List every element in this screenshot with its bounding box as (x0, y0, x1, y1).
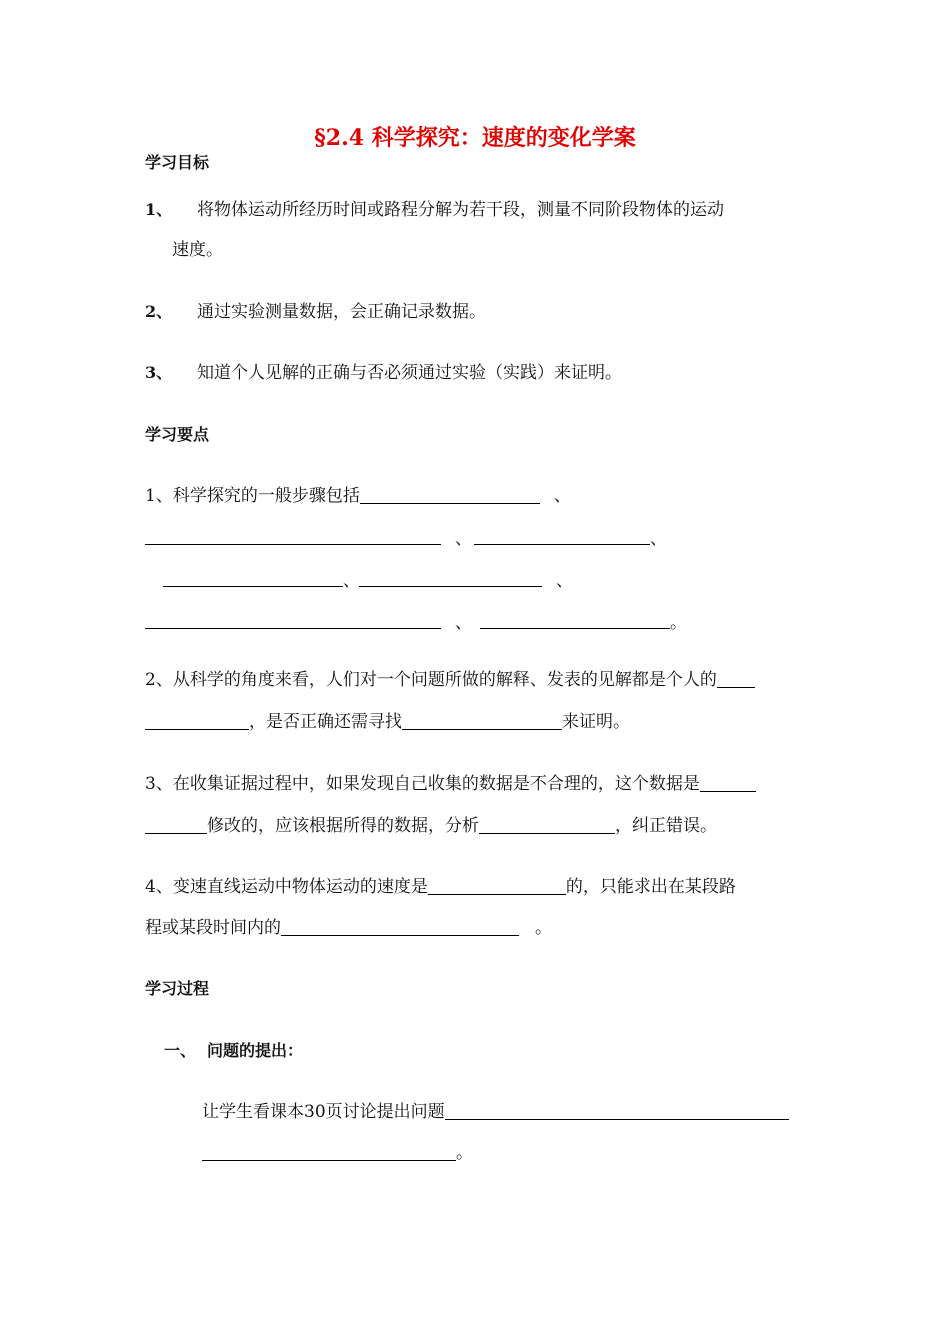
objective-number-2: 2、 (145, 302, 173, 321)
fill-blank[interactable] (202, 1144, 456, 1161)
process-heading: 学习过程 (145, 979, 210, 998)
fill-blank[interactable] (281, 919, 519, 936)
keypoint-2-tail: 来证明。 (562, 712, 630, 732)
keypoint-3-row-2 (145, 815, 717, 837)
separator: 、 (343, 571, 360, 591)
period: 。 (670, 613, 687, 633)
fill-blank[interactable] (360, 487, 540, 504)
fill-blank[interactable] (717, 671, 755, 688)
keypoint-4-lead-2: 程或某段时间内的 (145, 918, 281, 938)
keypoint-3-tail: ，纠正错误。 (615, 816, 717, 836)
fill-blank[interactable] (145, 544, 441, 545)
keypoint-4-row-1 (145, 876, 736, 898)
keypoint-3-lead: 3、在收集证据过程中，如果发现自己收集的数据是不合理的，这个数据是 (145, 774, 700, 794)
separator: 、 (553, 486, 571, 506)
process-prompt-row-2 (202, 1142, 473, 1164)
process-prompt-row (202, 1101, 789, 1123)
keypoint-2-row-1 (145, 669, 755, 691)
keypoint-3-row-1 (145, 773, 756, 795)
separator: 、 (455, 529, 472, 549)
fill-blank[interactable] (145, 628, 441, 629)
objective-number-3: 3、 (145, 363, 173, 382)
keypoint-1-lead: 1、科学探究的一般步骤包括 (145, 486, 360, 506)
separator: 、 (650, 529, 667, 549)
section-1-number: 一、 (164, 1041, 197, 1060)
fill-blank[interactable] (359, 586, 542, 587)
period: 。 (456, 1143, 473, 1163)
keypoints-heading: 学习要点 (145, 425, 210, 444)
fill-blank[interactable] (145, 713, 249, 730)
fill-blank[interactable] (479, 817, 615, 834)
keypoint-2-mid: ，是否正确还需寻找 (249, 712, 402, 732)
period: 。 (535, 918, 552, 938)
separator: 、 (556, 571, 573, 591)
keypoint-4-row-2 (145, 917, 552, 939)
keypoint-4-mid: 的，只能求出在某段路 (565, 877, 736, 897)
page-title: §2.4 科学探究：速度的变化学案 (314, 125, 636, 151)
keypoint-4-lead: 4、变速直线运动中物体运动的速度是 (145, 877, 428, 897)
fill-blank[interactable] (428, 878, 566, 895)
fill-blank[interactable] (480, 628, 670, 629)
separator: 、 (455, 613, 472, 633)
objectives-heading: 学习目标 (145, 153, 210, 172)
keypoint-3-mid: 修改的，应该根据所得的数据，分析 (207, 816, 479, 836)
fill-blank[interactable] (445, 1103, 789, 1120)
objective-text-1-continued: 速度。 (172, 240, 223, 260)
keypoint-1-row-1 (145, 485, 571, 507)
objective-text-1: 将物体运动所经历时间或路程分解为若干段，测量不同阶段物体的运动 (197, 200, 724, 220)
fill-blank[interactable] (402, 713, 562, 730)
keypoint-2-row-2 (145, 711, 630, 733)
section-1-title: 问题的提出： (207, 1041, 304, 1060)
objective-text-2: 通过实验测量数据，会正确记录数据。 (197, 302, 486, 322)
keypoint-2-lead: 2、从科学的角度来看，人们对一个问题所做的解释、发表的见解都是个人的 (145, 670, 717, 690)
fill-blank[interactable] (474, 544, 650, 545)
fill-blank[interactable] (163, 586, 343, 587)
process-prompt: 让学生看课本30页讨论提出问题 (202, 1102, 445, 1122)
objective-text-3: 知道个人见解的正确与否必须通过实验（实践）来证明。 (197, 363, 622, 383)
fill-blank[interactable] (700, 775, 756, 792)
objective-number-1: 1、 (145, 200, 173, 219)
fill-blank[interactable] (145, 817, 207, 834)
